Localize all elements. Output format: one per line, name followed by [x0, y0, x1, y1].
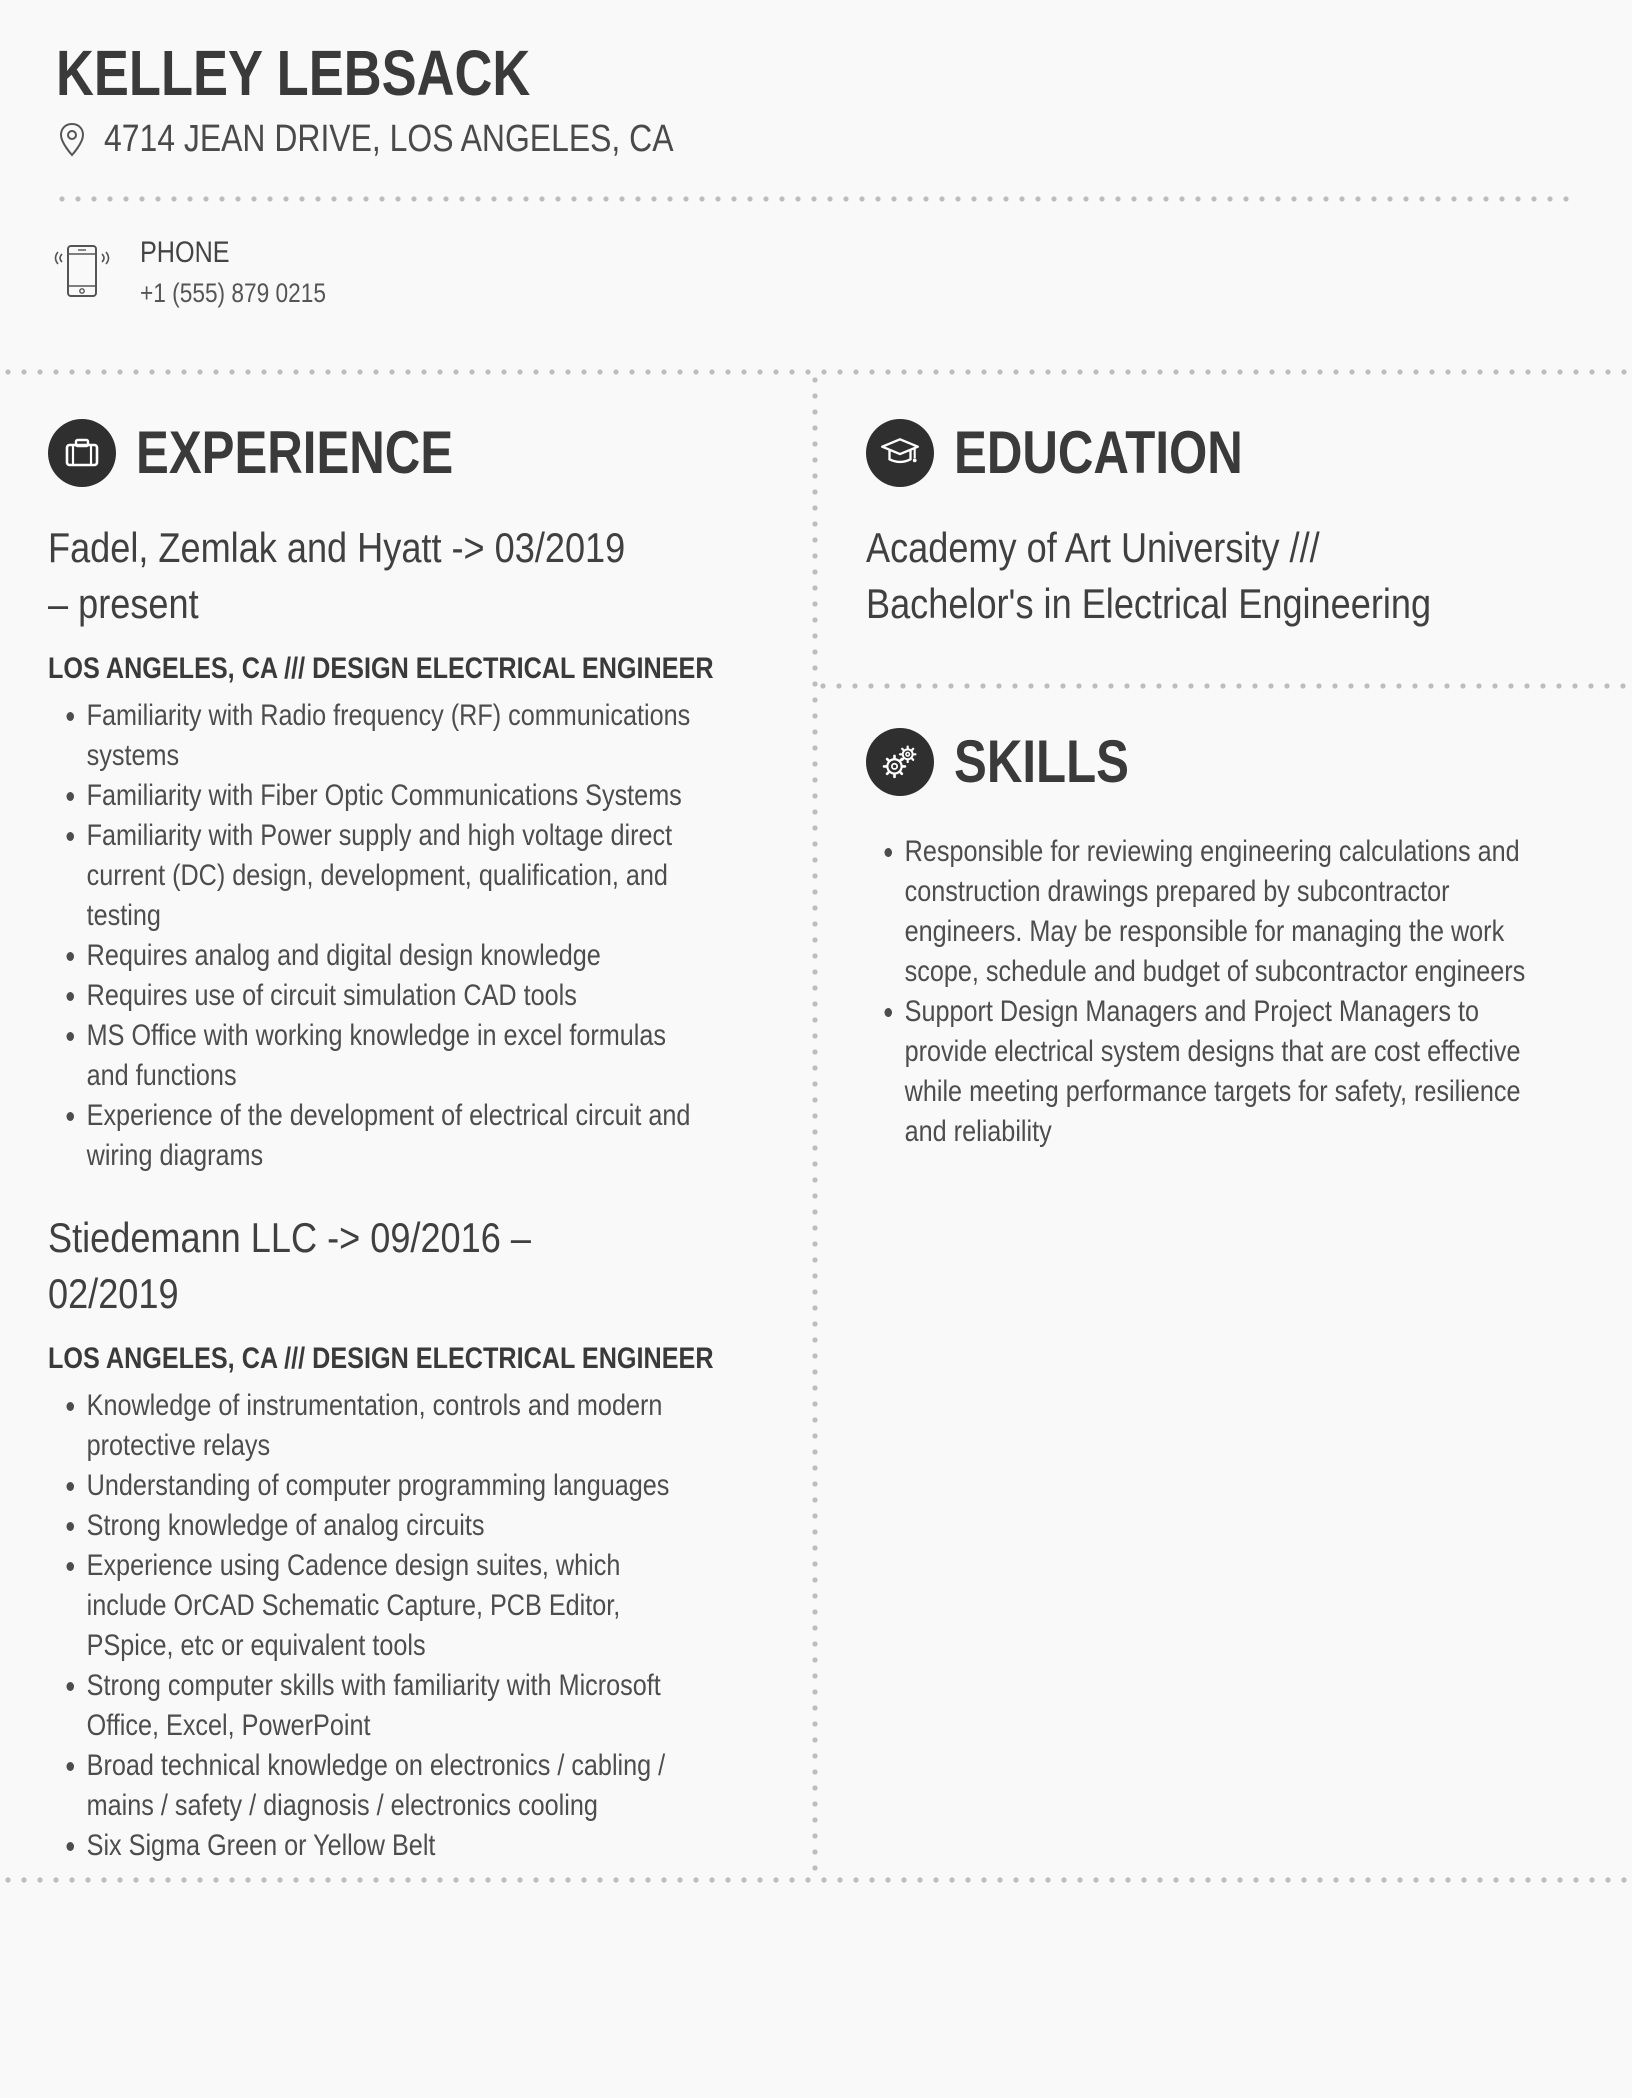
list-item: • Experience of the development of electrical circuit and wiring diagrams — [87, 1096, 692, 1176]
list-item: • Requires use of circuit simulation CAD tools — [87, 976, 692, 1016]
experience-title: EXPERIENCE — [136, 419, 454, 486]
list-item: • Strong knowledge of analog circuits — [87, 1506, 692, 1546]
education-skills-divider — [815, 683, 1632, 689]
job-heading: Stiedemann LLC -> 09/2016 – 02/2019 — [48, 1214, 531, 1317]
job-bullets — [48, 696, 691, 1176]
list-item: • Responsible for reviewing engineering calculations and construction drawings prepared by subcontractor engineers. May be responsible for managing the work scope, schedule and budget of subcontractor engineers — [905, 832, 1527, 992]
job-location-role: LOS ANGELES, CA /// DESIGN ELECTRICAL ENGINEER — [48, 1342, 714, 1375]
education-entry — [866, 520, 1586, 632]
skills-entry — [866, 822, 1632, 1152]
list-item: • Familiarity with Fiber Optic Communications Systems — [87, 776, 692, 816]
list-item: • Knowledge of instrumentation, controls and modern protective relays — [87, 1386, 692, 1466]
skills-header — [866, 727, 1167, 796]
education-title: EDUCATION — [954, 419, 1243, 486]
candidate-name: KELLEY LEBSACK — [56, 37, 531, 109]
list-item: • Understanding of computer programming languages — [87, 1466, 692, 1506]
education-degree: Academy of Art University /// Bachelor's in Electrical Engineering — [866, 524, 1432, 627]
phone-icon — [54, 240, 110, 302]
job-bullets — [48, 1386, 691, 1866]
bottom-section-divider — [0, 1877, 1632, 1883]
header-divider — [54, 196, 1578, 202]
graduation-cap-icon — [866, 419, 934, 487]
gears-icon — [866, 728, 934, 796]
list-item: • MS Office with working knowledge in excel formulas and functions — [87, 1016, 692, 1096]
list-item: • Requires analog and digital design knowledge — [87, 936, 692, 976]
list-item: • Six Sigma Green or Yellow Belt — [87, 1826, 692, 1866]
list-item: • Strong computer skills with familiarity with Microsoft Office, Excel, PowerPoint — [87, 1666, 692, 1746]
job-heading: Fadel, Zemlak and Hyatt -> 03/2019 – present — [48, 524, 626, 627]
list-item: • Experience using Cadence design suites, which include OrCAD Schematic Capture, PCB Editor, PSpice, etc or equivalent tools — [87, 1546, 692, 1666]
job-location-role: LOS ANGELES, CA /// DESIGN ELECTRICAL ENGINEER — [48, 652, 714, 685]
phone-number[interactable]: +1 (555) 879 0215 — [140, 278, 327, 308]
phone-label: PHONE — [140, 236, 230, 269]
job-entry — [48, 520, 840, 1176]
location-pin-icon — [58, 122, 86, 158]
education-header — [866, 418, 1306, 487]
list-item: • Familiarity with Power supply and high voltage direct current (DC) design, development, qualification, and testing — [87, 816, 692, 936]
address-text: 4714 JEAN DRIVE, LOS ANGELES, CA — [104, 118, 674, 160]
experience-header — [48, 418, 523, 487]
list-item: • Support Design Managers and Project Managers to provide electrical system designs that are cost effective while meeting performance targets for safety, resilience and reliability — [905, 992, 1527, 1152]
list-item: • Familiarity with Radio frequency (RF) communications systems — [87, 696, 692, 776]
skills-title: SKILLS — [954, 728, 1129, 795]
skills-bullets — [866, 832, 1526, 1152]
phone-contact — [54, 236, 361, 309]
job-entry — [48, 1210, 840, 1866]
briefcase-icon — [48, 419, 116, 487]
list-item: • Broad technical knowledge on electronics / cabling / mains / safety / diagnosis / electronics cooling — [87, 1746, 692, 1826]
address-row — [58, 118, 782, 161]
